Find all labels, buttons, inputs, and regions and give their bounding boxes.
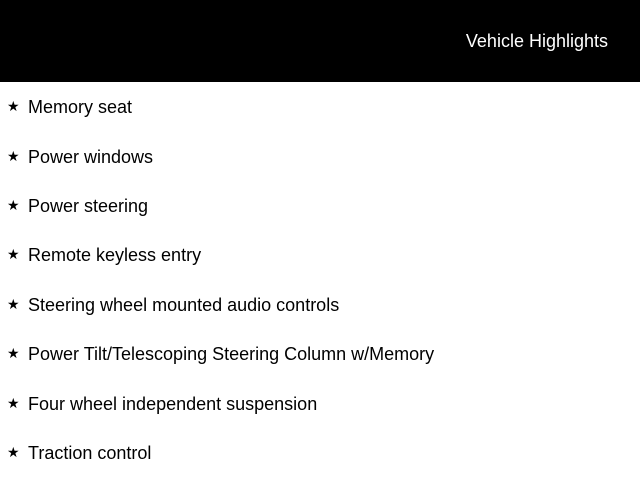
feature-label: Power windows — [28, 147, 154, 167]
feature-label: Steering wheel mounted audio controls — [28, 295, 340, 315]
star-icon: ★ — [7, 98, 20, 114]
star-icon: ★ — [7, 395, 20, 411]
list-item — [0, 145, 640, 169]
star-icon: ★ — [7, 296, 20, 312]
star-icon: ★ — [7, 246, 20, 262]
header-bar — [0, 0, 640, 82]
feature-label: Power steering — [28, 196, 149, 216]
list-item — [0, 293, 640, 317]
feature-label: Four wheel independent suspension — [28, 394, 318, 414]
star-icon: ★ — [7, 444, 20, 460]
star-icon: ★ — [7, 197, 20, 213]
list-item — [0, 243, 640, 267]
page-title: Vehicle Highlights — [465, 31, 608, 51]
feature-label: Power Tilt/Telescoping Steering Column w/Memory — [28, 344, 435, 364]
feature-label: Traction control — [28, 443, 152, 463]
list-item — [0, 441, 640, 465]
list-item — [0, 342, 640, 366]
feature-label: Remote keyless entry — [28, 245, 202, 265]
feature-label: Memory seat — [28, 97, 133, 117]
list-item — [0, 95, 640, 119]
star-icon: ★ — [7, 345, 20, 361]
list-item — [0, 392, 640, 416]
star-icon: ★ — [7, 148, 20, 164]
list-item — [0, 194, 640, 218]
